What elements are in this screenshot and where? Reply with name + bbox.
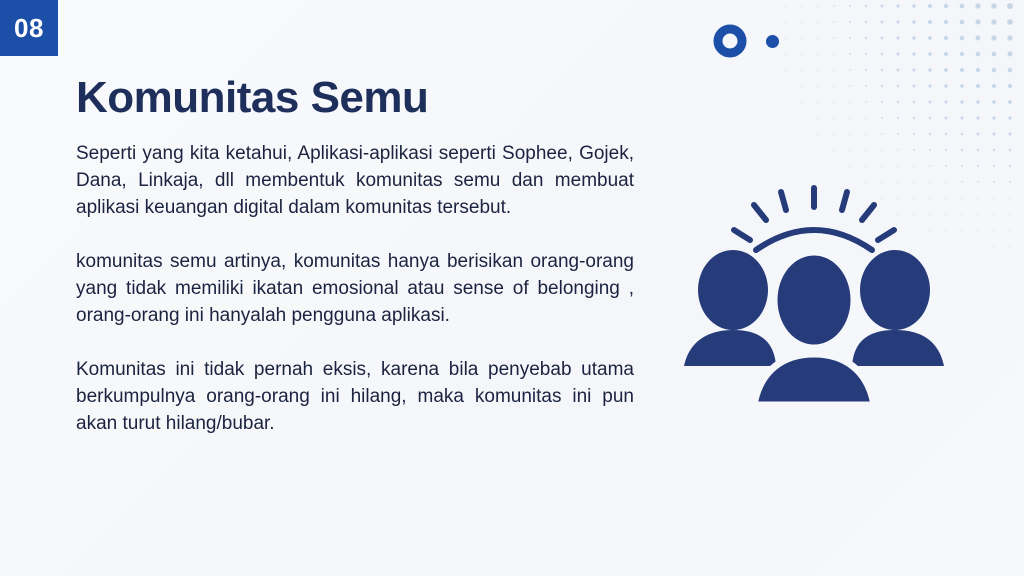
halftone-dot (976, 84, 980, 88)
halftone-dot (849, 5, 851, 7)
halftone-dot (897, 101, 899, 103)
halftone-dot (1007, 35, 1012, 40)
halftone-dot (833, 133, 834, 134)
halftone-dot (817, 101, 818, 102)
halftone-dot (817, 117, 818, 118)
halftone-dot (1007, 19, 1013, 25)
halftone-dot (1009, 213, 1010, 214)
halftone-dot (897, 85, 900, 88)
halftone-dot (865, 69, 867, 71)
halftone-dot (801, 69, 802, 70)
body-text (76, 140, 634, 464)
halftone-dot (881, 117, 883, 119)
page-number-badge: 08 (0, 0, 58, 56)
paragraph-3: Komunitas ini tidak pernah eksis, karena bila penyebab utama berkumpulnya orang-orang ini hilang, maka komunitas ini pun akan turut hilang/bubar. (76, 359, 634, 434)
halftone-dot (801, 5, 802, 6)
halftone-dot (993, 149, 995, 151)
halftone-dot (881, 101, 883, 103)
halftone-dot (912, 68, 915, 71)
halftone-dot (849, 165, 850, 166)
halftone-dot (928, 36, 932, 40)
halftone-dot (833, 101, 834, 102)
halftone-dot (976, 116, 979, 119)
halftone-dot (817, 5, 818, 6)
halftone-dot (817, 133, 818, 134)
halftone-dot (1008, 84, 1012, 88)
halftone-dot (961, 117, 964, 120)
halftone-dot (991, 3, 997, 9)
halftone-dot (897, 117, 899, 119)
halftone-dot (929, 165, 931, 167)
halftone-dot (849, 53, 851, 55)
halftone-dot (849, 85, 850, 86)
slide-title: Komunitas Semu (76, 73, 429, 122)
halftone-dot (865, 165, 866, 166)
halftone-dot (977, 213, 978, 214)
halftone-dot (912, 20, 916, 24)
halftone-dot (865, 53, 867, 55)
halftone-dot (897, 133, 899, 135)
halftone-dot (961, 213, 962, 214)
halftone-dot (913, 85, 916, 88)
halftone-dot (833, 53, 834, 54)
halftone-dot (801, 21, 802, 22)
halftone-dot (801, 37, 802, 38)
halftone-dot (881, 21, 884, 24)
halftone-dot (977, 165, 979, 167)
halftone-dot (977, 197, 978, 198)
halftone-dot (976, 52, 981, 57)
halftone-dot (928, 68, 931, 71)
halftone-dot (849, 101, 850, 102)
halftone-dot (912, 4, 916, 8)
halftone-dot (881, 53, 884, 56)
community-people-icon (676, 180, 952, 412)
halftone-dot (897, 149, 898, 150)
halftone-dot (881, 37, 884, 40)
halftone-dot (960, 52, 964, 56)
halftone-dot (833, 5, 835, 7)
halftone-dot (961, 165, 963, 167)
halftone-dot (1009, 149, 1012, 152)
halftone-dot (993, 165, 995, 167)
halftone-dot (849, 149, 850, 150)
halftone-dot (929, 149, 931, 151)
halftone-dot (992, 68, 996, 72)
halftone-dot (975, 19, 980, 24)
halftone-dot (992, 84, 996, 88)
halftone-dot (897, 69, 900, 72)
halftone-dot (944, 20, 948, 24)
halftone-dot (945, 133, 947, 135)
halftone-dot (1008, 68, 1013, 73)
halftone-dot (960, 36, 965, 41)
halftone-dot (1008, 52, 1013, 57)
halftone-dot (944, 4, 948, 8)
halftone-dot (785, 37, 786, 38)
halftone-dot (912, 52, 915, 55)
halftone-dot (929, 133, 931, 135)
halftone-dot (897, 53, 900, 56)
halftone-dot (849, 133, 850, 134)
halftone-dot (961, 149, 963, 151)
halftone-dot (913, 117, 915, 119)
halftone-dot (801, 85, 802, 86)
halftone-dot (801, 53, 802, 54)
halftone-dot (976, 100, 980, 104)
halftone-dot (849, 117, 850, 118)
halftone-dot (881, 165, 882, 166)
halftone-dot (977, 181, 979, 183)
halftone-dot (928, 20, 932, 24)
halftone-dot (833, 21, 835, 23)
halftone-dot (833, 37, 834, 38)
halftone-dot (945, 117, 948, 120)
halftone-dot (801, 101, 802, 102)
halftone-dot (849, 21, 851, 23)
halftone-dot (833, 149, 834, 150)
halftone-dot (944, 68, 948, 72)
halftone-dot (1009, 181, 1011, 183)
halftone-dot (817, 21, 818, 22)
halftone-dot (944, 84, 947, 87)
halftone-dot (833, 85, 834, 86)
halftone-dot (785, 53, 786, 54)
halftone-dot (881, 85, 883, 87)
halftone-dot (977, 133, 980, 136)
halftone-dot (913, 149, 915, 151)
halftone-dot (881, 5, 884, 8)
halftone-dot (961, 197, 962, 198)
halftone-dot (833, 69, 834, 70)
halftone-dot (976, 68, 980, 72)
halftone-dot (1009, 165, 1011, 167)
halftone-dot (913, 165, 914, 166)
dot-icon (766, 35, 779, 48)
halftone-dot (785, 21, 786, 22)
halftone-dot (1009, 245, 1010, 246)
halftone-dot (944, 52, 948, 56)
halftone-dot (912, 36, 915, 39)
halftone-dot (849, 69, 851, 71)
halftone-dot (945, 165, 947, 167)
halftone-dot (865, 117, 866, 118)
halftone-dot (896, 20, 899, 23)
halftone-dot (785, 69, 786, 70)
halftone-dot (817, 69, 818, 70)
paragraph-2: komunitas semu artinya, komunitas hanya berisikan orang-orang yang tidak memiliki ikatan emosional atau sense of belonging , orang-orang ini hanyalah pengguna aplikasi. (76, 251, 634, 326)
halftone-dot (881, 133, 882, 134)
halftone-dot (929, 101, 932, 104)
halftone-dot (865, 85, 867, 87)
halftone-dot (991, 19, 996, 24)
halftone-dot (913, 101, 916, 104)
halftone-dot (960, 4, 965, 9)
halftone-dot (1008, 100, 1012, 104)
halftone-dot (833, 117, 834, 118)
halftone-dot (817, 37, 818, 38)
halftone-dot (960, 68, 964, 72)
halftone-dot (993, 181, 995, 183)
halftone-dot (929, 117, 932, 120)
halftone-dot (785, 5, 786, 6)
halftone-dot (945, 149, 947, 151)
halftone-dot (1008, 116, 1011, 119)
halftone-dot (977, 229, 978, 230)
halftone-dot (1009, 229, 1010, 230)
halftone-dot (960, 100, 963, 103)
halftone-dot (992, 100, 996, 104)
halftone-dot (817, 53, 818, 54)
halftone-dot (960, 84, 964, 88)
halftone-dot (865, 37, 867, 39)
halftone-dot (928, 52, 932, 56)
halftone-dot (865, 133, 866, 134)
halftone-dot (993, 229, 994, 230)
halftone-dot (961, 229, 962, 230)
halftone-dot (865, 5, 867, 7)
halftone-dot (992, 116, 995, 119)
halftone-dot (992, 52, 997, 57)
halftone-dot (975, 3, 980, 8)
halftone-dot (849, 37, 851, 39)
ring-icon (713, 24, 747, 58)
halftone-dot (961, 133, 964, 136)
halftone-dot (896, 4, 899, 7)
halftone-dot (1007, 3, 1013, 9)
halftone-dot (977, 149, 979, 151)
halftone-dot (881, 69, 883, 71)
halftone-dot (817, 85, 818, 86)
paragraph-1: Seperti yang kita ketahui, Aplikasi-aplikasi seperti Sophee, Gojek, Dana, Linkaja, dll membentuk komunitas semu dan membuat aplikasi keuangan digital dalam komunitas tersebut. (76, 143, 634, 218)
halftone-dot (1009, 197, 1010, 198)
halftone-dot (865, 149, 866, 150)
halftone-dot (897, 165, 898, 166)
halftone-dot (960, 20, 965, 25)
halftone-dot (944, 36, 948, 40)
halftone-dot (993, 245, 994, 246)
halftone-dot (928, 84, 931, 87)
halftone-dot (961, 181, 962, 182)
halftone-dot (976, 36, 981, 41)
halftone-dot (1009, 133, 1012, 136)
halftone-dot (993, 133, 996, 136)
halftone-dot (928, 4, 932, 8)
halftone-dot (991, 35, 996, 40)
halftone-dot (881, 149, 882, 150)
halftone-dot (913, 133, 915, 135)
halftone-dot (896, 36, 899, 39)
halftone-dot (865, 21, 867, 23)
halftone-dot (993, 213, 994, 214)
halftone-dot (993, 197, 994, 198)
halftone-dot (944, 100, 947, 103)
halftone-dot (865, 101, 867, 103)
